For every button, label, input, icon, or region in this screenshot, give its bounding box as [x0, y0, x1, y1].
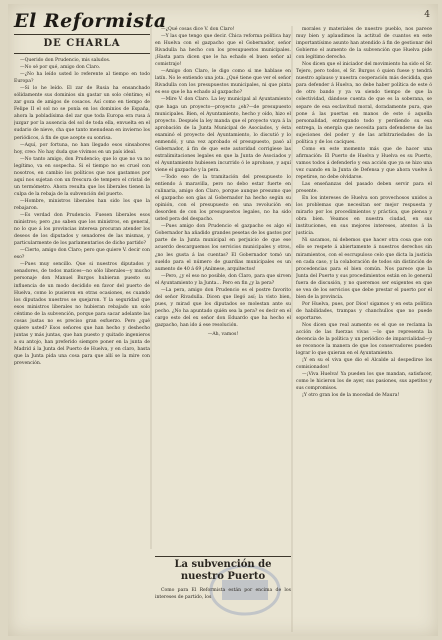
paragraph: —Cierto, amigo don Claro; pero que quiere V. decir con eso? [14, 248, 150, 261]
paragraph: —Y las que tengo que decir. Chica reforma política hay en Huelva con el gazpacho que el Gobernador, señor Rivadulla ha hecho con los presupuestos municipales. ¡Hasta para dicen que le ha echado el buen señor al comistrajo! [155, 34, 291, 68]
paragraph: —Pero, ¿y el eso no posible, don Claro, para que sirven el Ayuntamiento y la Junta... Pero en fin ¿y la pera? [155, 273, 291, 286]
paragraph: —Pues amigo don Prudencio el gazpacho es algo el Gobernador ha añadido grandes pesetas de los gastos por parte de la Junta municipal en perjuicio de que ese acuerdo descarguemos los servicios municipales y otros, ¿no les gusta á las cuentas? El Gobernador tomó un sueldo para el número de guardias municipales es un aumento de 40 á 69 ¡Anímese, arquitectos! [155, 224, 291, 272]
paragraph: —No sé por qué, amigo don Claro. [20, 65, 101, 71]
paragraph: —Mire V. don Claro. La ley municipal al Ayuntamiento que haga un proyecto—proyecto ¿eh?—de presupuesto municipales. Bien, el Ayuntamiento, hecho y oído, hizo el proyecto. Después la ley manda que el proyecto vaya á la aprobación de la Junta Municipal de Asociados, y ésta examinó el proyecto del Ayuntamiento, lo discutió y lo enmendó, y una vez aprobado el presupuesto, pasó al Gobernador, á fin de que este autoridad corrigiese las extralimitaciones legales en que la Junta de Asociados y el Ayuntamiento hubiesen incurrido ó le aprobase, y aquí viene el gazpacho y la pera. [155, 97, 291, 173]
column-middle [155, 26, 291, 556]
section-title-subvencion: La subvención de nuestro Puerto [174, 559, 272, 582]
newspaper-page [8, 4, 438, 636]
paragraph: Nos dicen que real aumento es el que se reclama la acción de las fuerzas vivas —lo que representa la decencia de la política y un periódico de imparcialidad—y se reconoce la manera de que los conservadores pueden lograr lo que quieran en el Ayuntamiento. [296, 322, 432, 357]
paragraph: Nos dicen que el iniciador del movimiento ha sido el Sr. Tejero, pero todos, el Sr. Burgos ó quien fuese y tendrá nuestro aplauso y nuestra cooperación más decidida, que para defender á Huelva, no debe haber política de este ó de otro bando y ya va siendo tiempo de que la colectividad, dándose cuenta de que es la soberana, se separe de esa esclavitud moral, doradamente pura, que pone á las puertas en manos de este ó aquella personalidad, entregando todo y perdiendo su esa entrega, la energía que necesita para defenderse de las sujeciones del poder y de las arbitrariedades de la política y de los caciques. [296, 62, 432, 145]
paragraph: ¡Y otro gran los de la mocedad de Maura! [302, 393, 400, 399]
paragraph-closing: —Ah, vamos! [207, 332, 239, 338]
column-rule [14, 53, 150, 54]
page-number: 4 [424, 10, 430, 20]
paragraph: Por Huelva, pues, por Dios! sigamos y en esta política de habilidades, trampas y chanchullos que no puede soportarse. [296, 301, 432, 321]
paragraph: —¡Viva Huelva! Ya pueden los que mandan, satisfacer, como le hicieron los de ayer, sus pasiones, sus apetitos y sus compromisos. [296, 372, 432, 392]
paragraph: morales y materiales de nuestro pueblo, nos parece muy bien y aplaudimos la actitud de cuantos en este importantísimo asunto han atendido á fin de gestionar del Gobierno el aumento de la subvención que Huelva pide con legítimo derecho. [296, 27, 432, 61]
paragraph: —¿Qué cosas dice V. don Claro! [161, 27, 235, 32]
paragraph: —Sí lo he leído. El zar de Rusia ha ensanchado sólidamente sus dominios sin gastar un solo céntimo; el zar goza de amigos de cosacos. Así como en tiempo de Felipe II el sol no se ponía en los dominios de España, ahora la pobladísima del zar que toda Europa era rusa á juzgar por la ausencia del sol de toda ella, envuelta en el sudario de nieve, cha que tanto menudean en invierno los periódicos, á fin de que acepte su sonrisa. [14, 86, 150, 141]
column-left [14, 32, 150, 632]
paragraph: En los intereses de Huelva son provechosos unidos a los problemas que necesitan ser mejor respuesta y mirarlo por los procedimientos y práctica, que piensa y obra bien. Veamos en nuestra ciudad, en sus instituciones, en sus mejores intereses, atentos á la justicia. [296, 196, 432, 237]
paragraph: Las enseñanzas del pasado deben servir para el presente. [296, 182, 432, 195]
subvencion-body [155, 587, 291, 601]
paragraph: —Es verdad don Prudencio. Fuesen liberales esos ministros; pero ¿no saben que los ministros, en general, no lo que á los provincias interesa procuran atender los deseos de los diputados y senadores de las mismas, y particularmente de los parlamentarios de dicho partido? [14, 213, 150, 247]
paragraph: —Amigo don Claro, le digo como si me hablase en latín. No le entiendo una jota. ¿Qué tiene que ver el señor Rivadulla con los presupuestos municipales, ni que pinta es eso que le ha echado al gazpacho? [155, 69, 291, 96]
paragraph: Como para El Reformista están por encima de los intereses de partido, los [155, 588, 291, 601]
paragraph: —Pues muy sencillo. Que si nuestros diputados y senadores, de todos matices—no sólo liberales—y mucho personaje don Manuel Burgos hubieran puesto su influencia de un modo decidido en favor del puerto de Huelva, como lo pusieron en otras ocasiones, es cuando los diputados nuestros se quejaron. Y la seguridad que esos ministros liberales no hubieran rebajado un solo céntimo de la subvención, porque para sacar adelante las cosas justas no es preciso gran esfuerzo. Pero ¿qué quiere usted? Esos señores que han hecho y deshecho juntas y más juntas, que han puesto y quitado ingenieros a su antojo, han preferido siempre poner en la junta de Madrid á la Junta del Puerto de Huelva, y en claro, basta que la Junta pida una cosa para que allí se la mire con prevención. [14, 262, 150, 367]
paragraph: —Querido don Prudencio, mis saludos. [20, 58, 111, 63]
masthead-title: El Reformista [14, 10, 167, 32]
section-divider [155, 556, 291, 557]
paragraph: ¡Y en su el viva que dio el Alcalde al despedirse los comisionados! [296, 358, 432, 371]
paragraph: Como en este momento más que de hacer una afirmación: El Puerto de Huelva y Huelva es su Puerto, vamos todos á defenderlo y esa acción que ya se hizo una vez cuando en la Junta de Defensa y que ahora vuelve á repetirse, no debe olvidarse. [296, 146, 432, 180]
paragraph: —La pera, amigo don Prudencio es el postre favorito del señor Rivadulla. Dicen que llegó así; la visto bien, pues, y mirad que los diputados se molestan ante su pecho. ¿No ha apuntado quién sea la pera? es decir en el cargo esto del ex señor don Eduardo que ha hecho el gazpacho, han ido á ese resolución. [155, 287, 291, 328]
column-rule [14, 34, 150, 35]
paragraph: —Aquí, por fortuna, no han llegado esos sinsabores hoy, creo: No hay duda que vivimos en un país ideal. [14, 142, 150, 155]
section-title-de-charla: DE CHARLA [43, 38, 121, 49]
paragraph: —Todo eso de la tramitación del presupuesto lo entiendo á maravilla, pero no debo estar fuerte en culinaria, amigo don Claro, porque aunque presumo que el gazpacho son gías al Gobernador ha hecho según su opinión, con el presupuesto en una revolución en desorden de con los presupuestos legales, no ha sido usted pera del despacho. [155, 174, 291, 223]
paragraph: Ni sacamos, ni debemos que hacer otra cosa que con ello se respete á abiertamente á nuestros derechos sin miramientos, con el escrupuloso celo que dicta la justicia en cada caso, y la colaboración de todos sin distinción de procedencias para el bien común. Nos parece que la Junta del Puerto y sus procedimientos están en lo general fuera de discusión, y no queremos ser exigentes en que se vea de los servicios que debe prestar el puerto por el bien de la provincia. [296, 238, 432, 300]
paragraph: —Hombre, ministros liberales han sido los que la rebajaron. [14, 198, 150, 211]
paragraph: —¿No ha leído usted lo referente al tiempo en todo Europa? [14, 72, 150, 85]
column-right [296, 26, 432, 626]
paragraph: —No tanto amigo, don Prudencio; que lo que no va no legítimo, va en sospecha. Si el tiempo no es cruel con nosotros, en cambio los políticos que nos gastamos por aquí nos sujetan con un frescura de tempero el cristal de un termómetro. Ahora resulta que los liberales tienen la culpa de la rebaja de la subvención del puerto. [14, 156, 150, 197]
